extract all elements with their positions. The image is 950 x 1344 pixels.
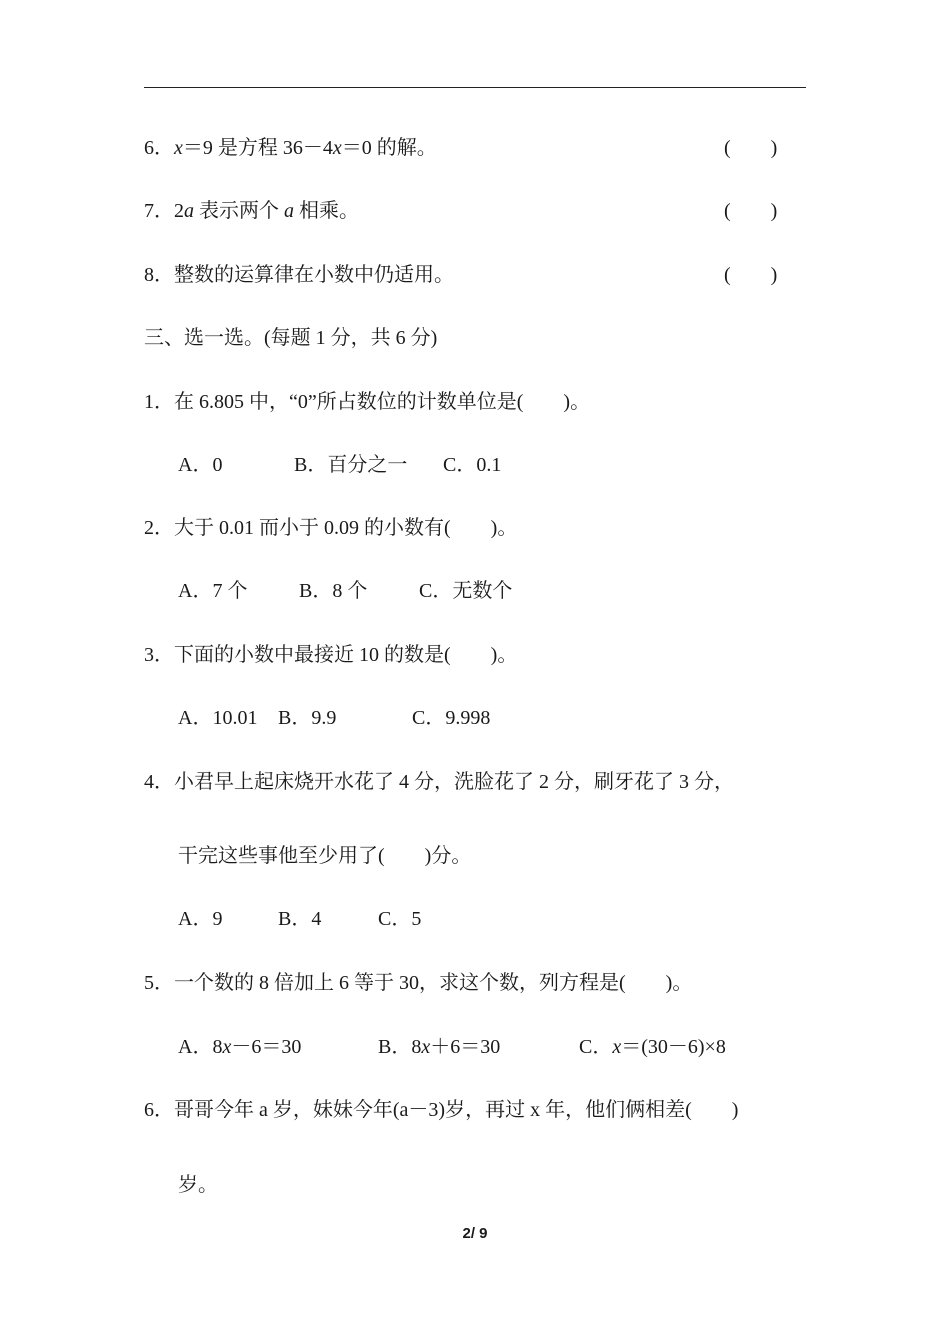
text-segment: B．8	[378, 1036, 422, 1058]
q4-option-c[interactable]: C．5	[378, 908, 422, 930]
text-segment: 整数的运算律在小数中仍适用。	[174, 264, 454, 286]
text-segment: ＝0 的解。	[341, 137, 437, 159]
math-variable: a	[184, 200, 194, 222]
math-variable: x	[174, 137, 183, 159]
text-segment: －6＝30	[231, 1036, 302, 1058]
text-segment: ＝9 是方程 36－4	[182, 137, 333, 159]
question-4-stem-line2: 干完这些事他至少用了( )分。	[178, 845, 472, 867]
q3-option-a[interactable]: A．10.01	[178, 707, 258, 729]
item-number: 6．	[144, 137, 174, 159]
item-number: 8．	[144, 264, 174, 286]
q4-option-b[interactable]: B．4	[278, 908, 322, 930]
answer-blank-6[interactable]: ( )	[724, 137, 778, 159]
page-number: 2/ 9	[462, 1225, 488, 1242]
q5-option-a[interactable]	[178, 1034, 301, 1060]
q1-option-b[interactable]: B．百分之一	[294, 454, 408, 476]
q1-option-a[interactable]: A．0	[178, 454, 223, 476]
math-variable: a	[284, 200, 294, 222]
math-variable: x	[332, 137, 342, 159]
math-variable: x	[421, 1036, 431, 1058]
text-segment: 表示两个	[194, 200, 284, 222]
q5-option-c[interactable]	[579, 1034, 726, 1060]
section-title: 三、选一选。(每题 1 分，共 6 分)	[144, 327, 438, 349]
q5-option-b[interactable]	[378, 1034, 500, 1060]
q3-option-b[interactable]: B．9.9	[278, 707, 337, 729]
text-segment: 相乘。	[294, 200, 359, 222]
q2-option-a[interactable]: A．7 个	[178, 580, 248, 602]
math-variable: x	[612, 1036, 622, 1058]
text-segment: ＋6＝30	[430, 1036, 501, 1058]
question-4-stem-line1: 4．小君早上起床烧开水花了 4 分，洗脸花了 2 分，刷牙花了 3 分，	[144, 771, 734, 793]
q2-option-b[interactable]: B．8 个	[299, 580, 368, 602]
text-segment: A．8	[178, 1036, 223, 1058]
q2-option-c[interactable]: C．无数个	[419, 580, 513, 602]
question-2-stem: 2．大于 0.01 而小于 0.09 的小数有( )。	[144, 517, 518, 539]
question-1-stem: 1．在 6.805 中，“0”所占数位的计数单位是( )。	[144, 391, 591, 413]
q1-option-c[interactable]: C．0.1	[443, 454, 502, 476]
question-6-stem-line1: 6．哥哥今年 a 岁，妹妹今年(a－3)岁，再过 x 年，他们俩相差( )	[144, 1099, 739, 1121]
q4-option-a[interactable]: A．9	[178, 908, 223, 930]
answer-blank-8[interactable]: ( )	[724, 264, 778, 286]
question-3-stem: 3．下面的小数中最接近 10 的数是( )。	[144, 644, 518, 666]
math-variable: x	[222, 1036, 232, 1058]
text-segment: ＝(30－6)×8	[621, 1036, 726, 1058]
text-segment: 2	[174, 200, 184, 222]
question-5-stem: 5．一个数的 8 倍加上 6 等于 30，求这个数，列方程是( )。	[144, 972, 693, 994]
judge-item-7	[144, 198, 359, 224]
question-6-stem-line2: 岁。	[178, 1174, 218, 1196]
header-rule	[144, 87, 806, 88]
answer-blank-7[interactable]: ( )	[724, 200, 778, 222]
judge-item-6	[144, 135, 437, 161]
q3-option-c[interactable]: C．9.998	[412, 707, 491, 729]
item-number: 7．	[144, 200, 174, 222]
judge-item-8	[144, 262, 454, 288]
text-segment: C．	[579, 1036, 613, 1058]
